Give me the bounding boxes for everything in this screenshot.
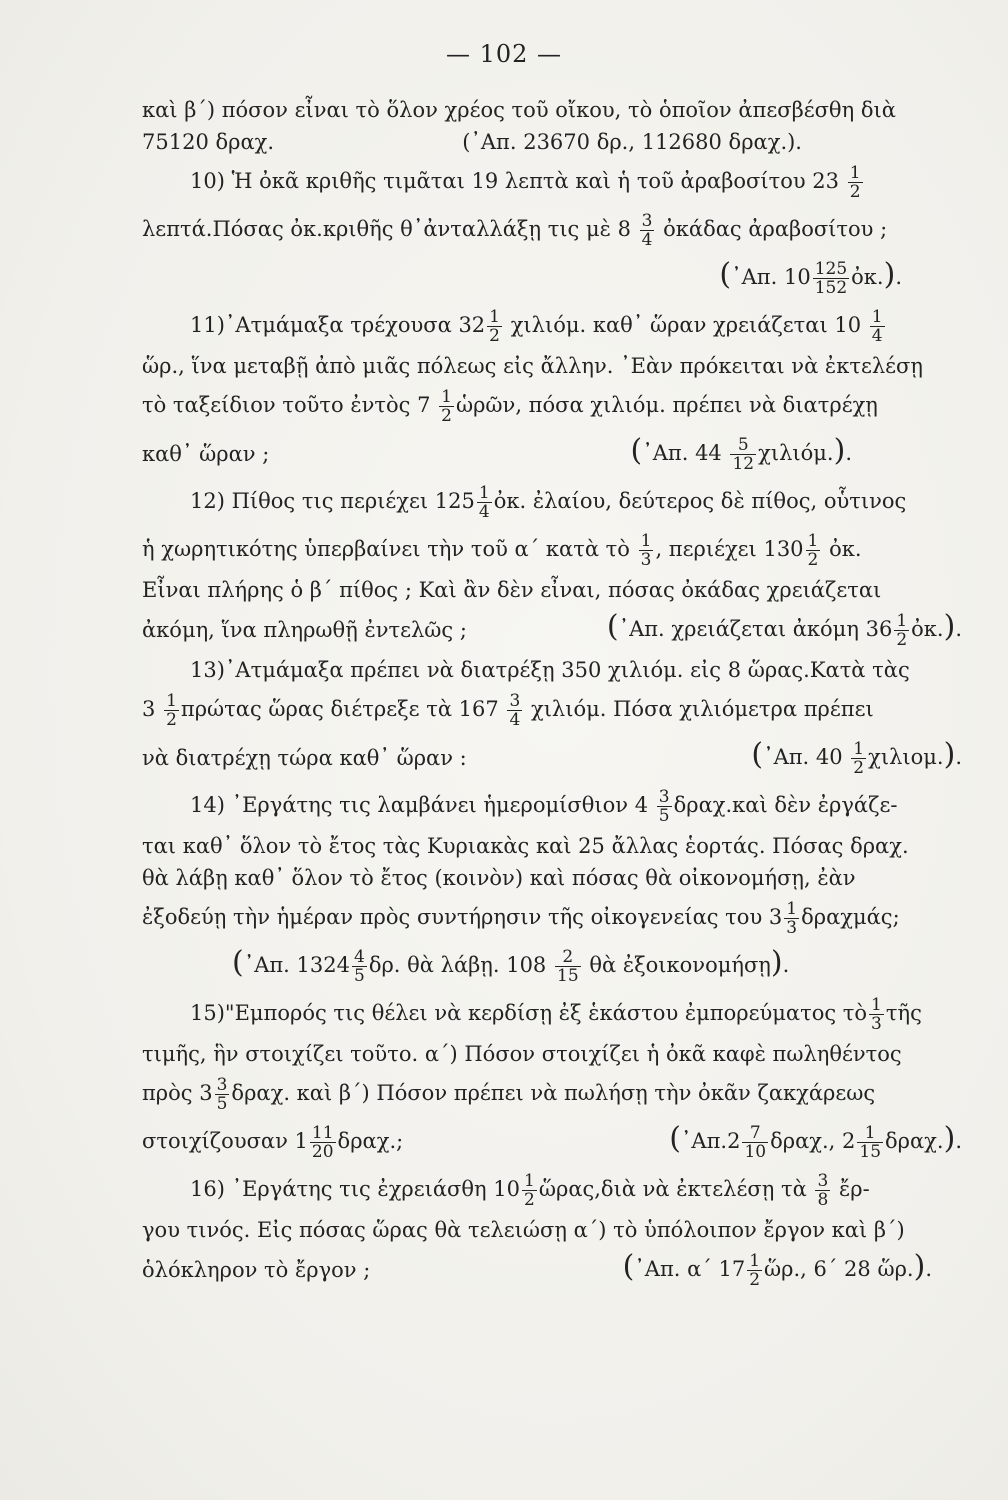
- exercise-16-line: [142, 1166, 962, 1214]
- text-line: [142, 1214, 962, 1246]
- answer-text: δραχ.: [885, 1129, 944, 1153]
- text-run: δραχ.;: [337, 1128, 404, 1153]
- text-run: ἡ χωρητικότης ὑπερβαίνει τὴν τοῦ α΄ κατὰ τὸ: [142, 536, 630, 561]
- fraction: $\frac{3}{5}$: [216, 1074, 228, 1114]
- text-run: γου τινός. Εἰς πόσας ὥρας θὰ τελειώσῃ α΄) τὸ ὑπόλοιπον ἔργον καὶ β΄): [142, 1218, 905, 1242]
- text-line: [142, 894, 962, 942]
- exercise-12-line: [142, 478, 962, 526]
- text-run: χιλιόμ. Πόσα χιλιόμετρα πρέπει: [530, 696, 874, 721]
- text-line: [142, 526, 962, 574]
- text-line: [142, 686, 962, 734]
- answer-text: ὀκ.: [911, 617, 944, 641]
- fraction: $\frac{5}{12}$: [732, 435, 755, 474]
- text-line: καθ᾿ ὥραν ; (᾿Απ. 44 $\frac{5}{12}$ χιλιόμ.).: [142, 433, 852, 474]
- answer-text: χιλιομ.: [868, 745, 944, 769]
- text-run: ἀκόμη, ἵνα πληρωθῇ ἐντελῶς ;: [142, 618, 467, 642]
- text-line: νὰ διατρέχῃ τώρα καθ᾿ ὥραν : (᾿Απ. 40 $\frac{1}{2}$ χιλιομ.).: [142, 737, 962, 778]
- text-run: ὀκάδας ἀραβοσίτου ;: [663, 216, 888, 241]
- text-line: [142, 94, 962, 126]
- text-line: [142, 1038, 962, 1070]
- text-run: 15)"Εμπορός τις θέλει νὰ κερδίσῃ ἐξ ἑκάστου ἐμπορεύματος τὸ: [190, 1000, 868, 1025]
- text-run: 75120 δραχ.: [142, 130, 275, 154]
- exercise-13-line: [142, 654, 962, 686]
- fraction: $\frac{1}{2}$: [524, 1170, 535, 1210]
- text-run: ὡρῶν, πόσα χιλιόμ. πρέπει νὰ διατρέχῃ: [455, 392, 878, 417]
- text-run: ὥρας,διὰ νὰ ἐκτελέσῃ τὰ: [538, 1176, 807, 1201]
- fraction: $\frac{1}{2}$: [489, 306, 500, 346]
- text-run: 10) Ἡ ὀκᾶ κριθῆς τιμᾶται 19 λεπτὰ καὶ ἡ τοῦ ἀραβοσίτου 23: [190, 168, 840, 193]
- text-run: 12) Πίθος τις περιέχει 125: [190, 488, 475, 513]
- text-line: [142, 126, 962, 158]
- page-number: — 102 —: [445, 40, 563, 68]
- text-line: στοιχίζουσαν 1 $\frac{11}{20}$ δραχ.; (᾿Απ.2 $\frac{7}{10}$ δραχ., 2 $\frac{1}{15}$ δραχ.).: [142, 1121, 962, 1162]
- fraction: $\frac{3}{4}$: [509, 690, 521, 730]
- text-run: ὀκ. ἐλαίου, δεύτερος δὲ πίθος, οὗτινος: [493, 488, 907, 513]
- text-run: Εἶναι πλήρης ὁ β΄ πίθος ; Καὶ ἂν δὲν εἶναι, πόσας ὀκάδας χρειάζεται: [142, 578, 882, 602]
- exercise-text: [142, 94, 962, 1294]
- fraction: $\frac{2}{15}$: [557, 947, 579, 986]
- text-run: πρώτας ὥρας διέτρεξε τὰ 167: [180, 696, 499, 721]
- text-line: [142, 862, 962, 894]
- exercise-10-line: [142, 158, 962, 206]
- fraction: $\frac{7}{10}$: [744, 1123, 767, 1162]
- text-line: [142, 574, 962, 606]
- text-run: χιλιόμ. καθ᾿ ὥραν χρειάζεται 10: [510, 312, 862, 337]
- fraction: $\frac{11}{20}$: [311, 1122, 334, 1162]
- fraction: $\frac{1}{4}$: [871, 306, 883, 346]
- answer-text: ᾿Απ. 10: [731, 265, 811, 289]
- answer-text: ὀκ.: [851, 265, 884, 289]
- answer-text: (᾿Απ. 23670 δρ., 112680 δραχ.).: [462, 130, 802, 154]
- fraction: $\frac{1}{3}$: [786, 898, 798, 938]
- text-run: 13)᾿Ατμάμαξα πρέπει νὰ διατρέξῃ 350 χιλιόμ. εἰς 8 ὥρας.Κατὰ τὰς: [190, 658, 910, 682]
- text-run: νὰ διατρέχῃ τώρα καθ᾿ ὥραν :: [142, 746, 467, 770]
- text-run: τιμῆς, ἣν στοιχίζει τοῦτο. α΄) Πόσον στοιχίζει ἡ ὀκᾶ καφὲ πωληθέντος: [142, 1042, 902, 1066]
- fraction: $\frac{4}{5}$: [353, 947, 365, 986]
- text-line: [142, 350, 962, 382]
- text-run: 11)᾿Ατμάμαξα τρέχουσα 32: [190, 312, 486, 337]
- text-run: ὀκ.: [829, 536, 862, 561]
- fraction: $\frac{3}{5}$: [658, 786, 670, 826]
- fraction: $\frac{1}{2}$: [853, 739, 865, 778]
- fraction: $\frac{1}{2}$: [849, 162, 861, 202]
- text-line: [142, 206, 962, 254]
- answer-text: δραχ., 2: [770, 1129, 856, 1153]
- exercise-14-line: [142, 782, 962, 830]
- answer-text: χιλιόμ.: [758, 441, 834, 465]
- text-run: δραχ. καὶ β΄) Πόσον πρέπει νὰ πωλήσῃ τὴν ὀκᾶν ζακχάρεως: [231, 1080, 876, 1105]
- answer-text: ᾿Απ. 40: [763, 745, 843, 769]
- text-run: πρὸς 3: [142, 1080, 213, 1105]
- answer-text: ᾿Απ. χρειάζεται ἀκόμη 36: [618, 617, 893, 641]
- answer-text: θὰ ἐξοικονομήσῃ: [589, 953, 771, 977]
- fraction: $\frac{125}{152}$: [814, 259, 848, 298]
- fraction: $\frac{1}{2}$: [749, 1251, 761, 1290]
- text-run: δραχ.καὶ δὲν ἐργάζε-: [673, 792, 898, 817]
- text-run: ὥρ., ἵνα μεταβῇ ἀπὸ μιᾶς πόλεως εἰς ἄλλην. ᾿Εὰν πρόκειται νὰ ἐκτελέσῃ: [142, 354, 923, 378]
- text-line: ἀκόμη, ἵνα πληρωθῇ ἐντελῶς ; (᾿Απ. χρειάζεται ἀκόμη 36 $\frac{1}{2}$ ὀκ.).: [142, 609, 962, 650]
- fraction: $\frac{1}{2}$: [896, 611, 908, 650]
- exercise-15-line: [142, 990, 962, 1038]
- text-run: θὰ λάβῃ καθ᾿ ὅλον τὸ ἔτος (κοινὸν) καὶ πόσας θὰ οἰκονομήσῃ, ἐὰν: [142, 866, 856, 890]
- fraction: $\frac{3}{4}$: [641, 210, 653, 250]
- text-line: ὁλόκληρον τὸ ἔργον ; (᾿Απ. α΄ 17 $\frac{1}{2}$ ὥρ., 6΄ 28 ὥρ.).: [142, 1249, 932, 1290]
- answer-text: ᾿Απ. 1324: [243, 953, 350, 977]
- text-run: 16) ᾿Εργάτης τις ἐχρειάσθη 10: [190, 1176, 521, 1201]
- fraction: $\frac{1}{15}$: [859, 1123, 882, 1162]
- answer-line: (᾿Απ. 10 $\frac{125}{152}$ ὀκ.).: [719, 257, 902, 298]
- fraction: $\frac{1}{2}$: [807, 530, 819, 570]
- text-run: στοιχίζουσαν 1: [142, 1128, 308, 1153]
- text-run: 14) ᾿Εργάτης τις λαμβάνει ἡμερομίσθιον 4: [190, 792, 649, 817]
- text-run: , περιέχει 130: [655, 536, 804, 561]
- text-run: τῆς: [885, 1000, 922, 1025]
- text-run: ται καθ᾿ ὅλον τὸ ἔτος τὰς Κυριακὰς καὶ 25 ἄλλας ἑορτάς. Πόσας δραχ.: [142, 834, 909, 858]
- text-line: [142, 382, 962, 430]
- text-run: τὸ ταξείδιον τοῦτο ἐντὸς 7: [142, 392, 431, 417]
- answer-text: ᾿Απ. α΄ 17: [634, 1257, 746, 1281]
- text-run: ἔρ-: [838, 1176, 870, 1201]
- text-run: ἐξοδεύῃ τὴν ἡμέραν πρὸς συντήρησιν τῆς οἰκογενείας του 3: [142, 904, 783, 929]
- answer-text: ᾿Απ. 44: [642, 441, 722, 465]
- fraction: $\frac{1}{4}$: [478, 482, 490, 522]
- fraction: $\frac{3}{8}$: [817, 1170, 829, 1210]
- text-run: 3: [142, 696, 156, 721]
- answer-text: ὥρ., 6΄ 28 ὥρ.: [764, 1257, 914, 1281]
- fraction: $\frac{1}{3}$: [640, 530, 652, 570]
- fraction: $\frac{1}{2}$: [441, 386, 452, 426]
- text-line: [142, 830, 962, 862]
- answer-line: (᾿Απ. 1324 $\frac{4}{5}$ δρ. θὰ λάβῃ. 108 $\frac{2}{15}$ θὰ ἐξοικονομήσῃ).: [232, 945, 790, 986]
- text-run: δραχμάς;: [801, 904, 900, 929]
- fraction: $\frac{1}{3}$: [871, 994, 882, 1034]
- fraction: $\frac{1}{2}$: [166, 690, 177, 730]
- text-run: ὁλόκληρον τὸ ἔργον ;: [142, 1258, 371, 1282]
- answer-text: ᾿Απ.2: [680, 1129, 741, 1153]
- text-run: καθ᾿ ὥραν ;: [142, 442, 270, 466]
- exercise-11-line: [142, 302, 962, 350]
- text-line: [142, 1070, 962, 1118]
- text-run: καὶ β΄) πόσον εἶναι τὸ ὅλον χρέος τοῦ οἴκου, τὸ ὁποῖον ἀπεσβέσθη διὰ: [142, 98, 896, 122]
- answer-text: δρ. θὰ λάβῃ. 108: [368, 953, 547, 977]
- text-run: λεπτά.Πόσας ὀκ.κριθῆς θ᾿ἀνταλλάξῃ τις μὲ 8: [142, 216, 631, 241]
